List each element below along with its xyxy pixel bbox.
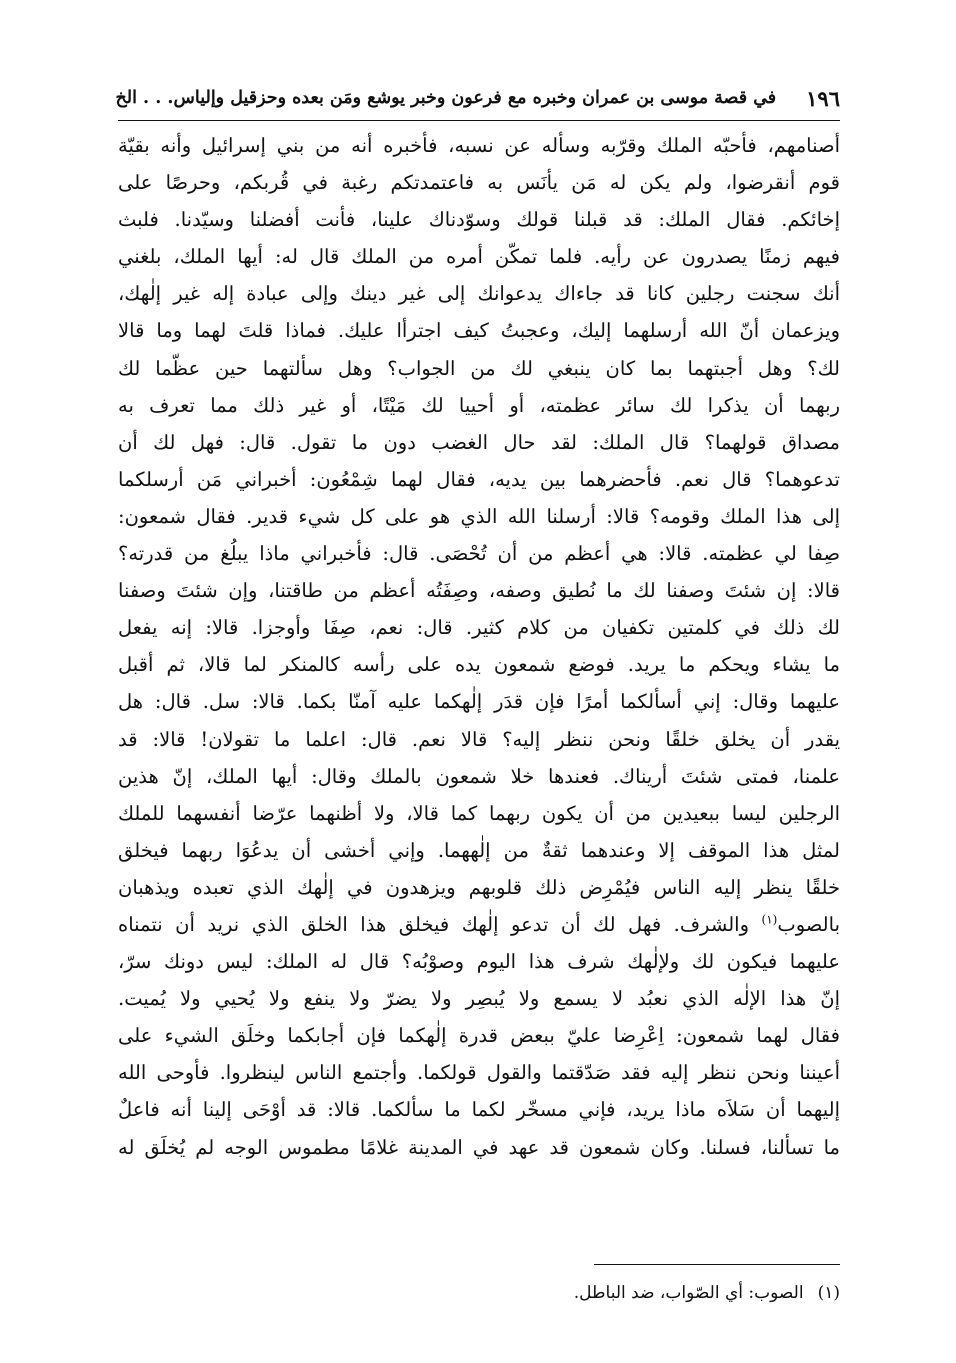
text-line: قالا: إن شئتَ وصفنا لك ما نُطيق وصفه، وصِفَتُه أعظم من طاقتنا، وإن شئتَ وصفنا	[118, 579, 840, 603]
text-line: علمنا، فمتى شئتَ أريناك. فعندها خلا شمعون بالملك وقال: أيها الملك، إنّ هذين	[118, 764, 840, 788]
text-line: مصداق قولهما؟ قال الملك: لقد حال الغضب دون ما تقول. قال: فهل لك أن	[118, 430, 840, 454]
text-line: فقال لهما شمعون: اِعْرِضا عليّ ببعض قدرة إلٰهكما فإن أجابكما وخلَق الشيء على	[118, 1024, 840, 1048]
text-line: يقدر أن يخلق خلقًا ونحن ننظر إليه؟ قالا نعم. قال: اعلما ما تقولان! قالا: قد	[118, 727, 840, 751]
page-number: ١٩٦	[806, 85, 840, 111]
footnote-text: الصوب: أي الصّواب، ضد الباطل.	[573, 1283, 804, 1303]
running-title: في قصة موسى بن عمران وخبره مع فرعون وخبر يوشع ومَن بعده وحزقيل وإلياس. . . الخ	[115, 88, 777, 108]
line-text-end: والشرف. فهل لك أن تدعو إلٰهك فيخلق هذا الخلق الذي نريد أن نتمناه	[118, 912, 762, 936]
body-text	[118, 127, 840, 1166]
line-text-start: بالصوب	[777, 912, 840, 936]
text-line: لمثل هذا الموقف إلا وعندهما ثقةٌ من إلٰههما. وإني أخشى أن يدعُوَا ربهما فيخلق	[118, 838, 840, 862]
text-line: ما يشاء ويحكم ما يريد. فوضع شمعون يده على رأسه كالمنكر لما قالا، ثم أقبل	[118, 653, 840, 677]
text-line: خلقًا ينظر إليه الناس فيُمْرِض ذلك قلوبهم ويزهدون في إلٰهك الذي تعبده ويذهبان	[118, 875, 840, 899]
footnote-reference[interactable]: (١)	[761, 912, 778, 927]
text-line: ربهما أن يذكرا لك سائر عظمته، أو أحييا لك مَيْتًا، أو غير ذلك مما تعرف به	[118, 393, 840, 417]
text-line: إخائكم. فقال الملك: قد قبلنا قولك وسوّدناك علينا، فأنت أفضلنا وسيّدنا. فلبث	[118, 208, 840, 232]
header-rule	[118, 120, 840, 121]
footnote-rule	[594, 1264, 840, 1265]
text-line: فيهم زمنًا يصدرون عن رأيه. فلما تمكّن أمره من الملك قال له: أيها الملك، بلغني	[118, 245, 840, 269]
text-line: إنّ هذا الإلٰه الذي نعبُد لا يسمع ولا يُبصِر ولا يضرّ ولا ينفع ولا يُحيي ولا يُميت.	[118, 987, 840, 1011]
text-line: صِفا لي عظمته. قالا: هي أعظم من أن تُحْصَى. قال: فأخبراني ماذا يبلُغ من قدرته؟	[118, 542, 840, 566]
text-line: إليهما أن سَلاَه ماذا يريد، فإني مسخّر لكما ما سألكما. قالا: قد أوْحَى إلينا أنه فاعلٌ	[118, 1098, 840, 1122]
text-line: أعيننا ونحن ننظر إليه فقد صَدّقتما والقول قولكما. وأجتمع الناس لينظروا. فأوحى الله	[118, 1061, 840, 1085]
text-line: أنك سجنت رجلين كانا قد جاءاك يدعوانك إلى غير دينك وإلى عبادة إله غير إلٰهك،	[118, 282, 840, 306]
text-line: إلى هذا الملك وقومه؟ قالا: أرسلنا الله الذي هو على كل شيء قدير. فقال شمعون:	[118, 504, 840, 528]
text-line: تدعوهما؟ قال نعم. فأحضرهما بين يديه، فقال لهما شِمْعُون: أخبراني مَن أرسلكما	[118, 467, 840, 491]
footnote	[118, 1278, 840, 1308]
text-line: قوم أنقرضوا، ولم يكن له مَن يأنَس به فاعتمدتكم رغبة في قُربكم، وحرصًا على	[118, 171, 840, 195]
text-line: لك؟ وهل أجبتهما بما كان ينبغي لك من الجواب؟ وهل سألتهما حين عظّما لك	[118, 356, 840, 380]
page-header	[115, 78, 840, 118]
footnote-number: (١)	[817, 1283, 840, 1303]
text-line-with-footnote	[118, 906, 840, 943]
text-line: عليهما وقال: إني أسألكما أمرًا فإن قدَر إلٰهكما عليه آمنّا بكما. قالا: سل. قال: هل	[118, 690, 840, 714]
text-line: لك ذلك في كلمتين تكفيان من كلام كثير. قال: نعم، صِفَا وأوجزا. قالا: إنه يفعل	[118, 616, 840, 640]
text-line: أصنامهم، فأحبّه الملك وقرّبه وسأله عن نسبه، فأخبره أنه من بني إسرائيل وأنه بقيّة	[118, 134, 840, 157]
text-line: الرجلين ليسا ببعيدين من أن يكون ربهما كما قالا، ولا أظنهما عرّضا أنفسهما للملك	[118, 801, 840, 825]
text-line: ويزعمان أنّ الله أرسلهما إليك، وعجبتُ كيف اجترأا عليك. فماذا قلتَ لهما وما قالا	[118, 319, 840, 343]
text-line: عليهما فيكون لك ولإلٰهك شرف هذا اليوم وصوْبُه؟ قال له الملك: ليس دونك سرّ،	[118, 950, 840, 974]
text-line: ما تسألنا، فسلنا. وكان شمعون قد عهد في المدينة غلامًا مطموس الوجه لم يُخلَق له	[118, 1135, 840, 1159]
